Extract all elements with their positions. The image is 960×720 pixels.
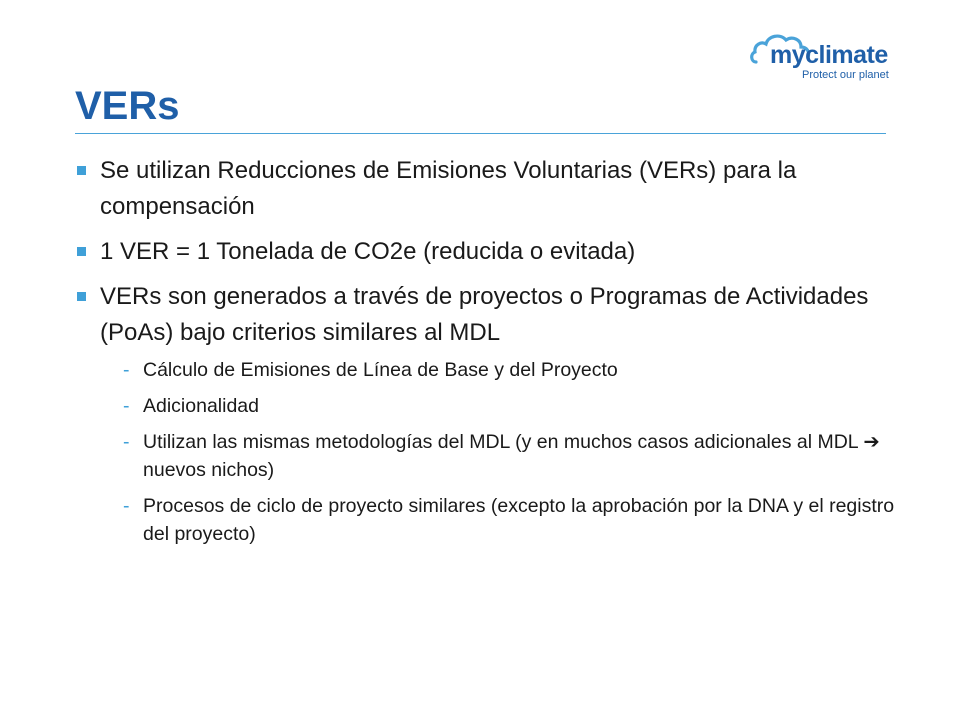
title-divider [75, 133, 886, 134]
square-bullet-icon [77, 292, 86, 301]
dash-bullet-icon: - [123, 359, 130, 381]
sub-bullet-item [117, 392, 895, 420]
bullet-text: Se utilizan Reducciones de Emisiones Voluntarias (VERs) para la compensación [100, 157, 797, 220]
sub-bullet-list [75, 356, 895, 548]
bullet-item [75, 153, 895, 225]
sub-bullet-text: Cálculo de Emisiones de Línea de Base y del Proyecto [143, 359, 618, 381]
bullet-item [75, 234, 895, 270]
myclimate-logo [750, 30, 900, 86]
sub-bullet-text: Adicionalidad [143, 395, 260, 417]
bullet-text: VERs son generados a través de proyectos o Programas de Actividades (PoAs) bajo criterios similares al MDL [100, 283, 869, 346]
right-arrow-icon: ➔ [863, 431, 880, 453]
bullet-text: 1 VER = 1 Tonelada de CO2e (reducida o evitada) [100, 238, 636, 265]
square-bullet-icon [77, 247, 86, 256]
bullet-item [75, 279, 895, 351]
square-bullet-icon [77, 166, 86, 175]
slide-title: VERs [75, 84, 180, 128]
sub-bullet-text: Utilizan las mismas metodologías del MDL (y en muchos casos adicionales al MDL [143, 431, 858, 453]
dash-bullet-icon: - [123, 431, 130, 453]
sub-bullet-item [117, 492, 895, 548]
sub-bullet-item [117, 428, 895, 484]
dash-bullet-icon: - [123, 495, 130, 517]
sub-bullet-item [117, 356, 895, 384]
sub-bullet-text: nuevos nichos) [143, 459, 275, 481]
dash-bullet-icon: - [123, 395, 130, 417]
slide-body [75, 153, 895, 556]
logo-wordmark: myclimate [770, 41, 888, 69]
logo-tagline: Protect our planet [802, 69, 889, 81]
sub-bullet-text: Procesos de ciclo de proyecto similares (excepto la aprobación por la DNA y el registro del proyecto) [143, 495, 895, 545]
